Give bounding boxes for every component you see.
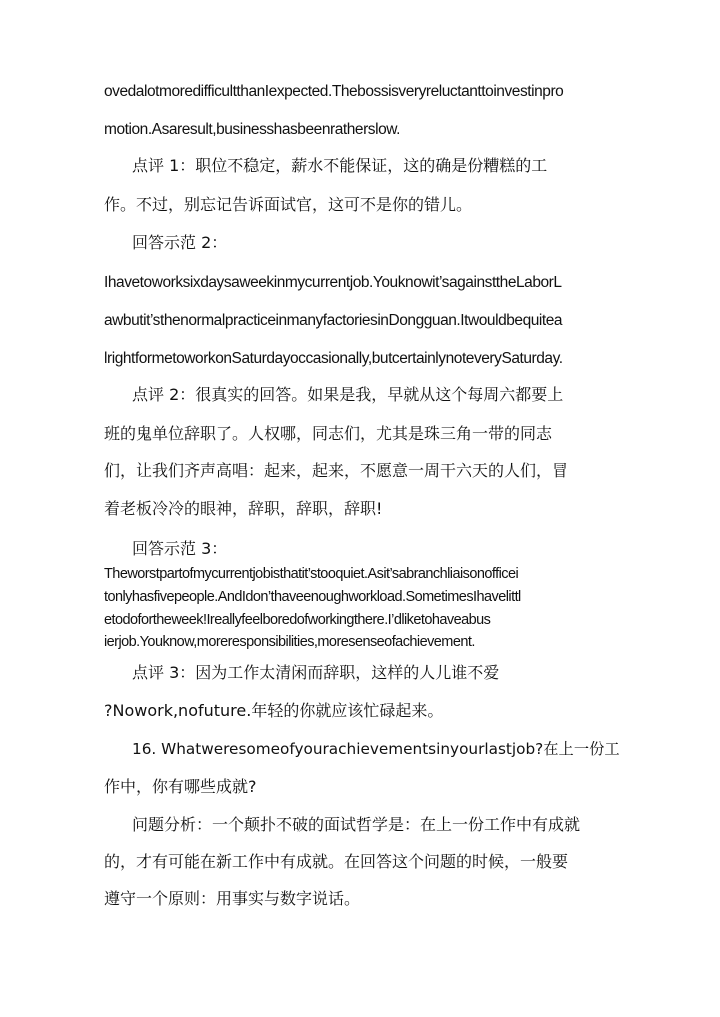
text-line: 们，让我们齐声高唱：起来，起来，不愿意一周干六天的人们，冒 <box>104 461 569 480</box>
text-line: 的，才有可能在新工作中有成就。在回答这个问题的时候，一般要 <box>104 852 569 871</box>
text-line: 着老板冷冷的眼神，辞职，辞职，辞职! <box>104 499 383 518</box>
text-line: Ihavetoworksixdaysaweekinmycurrentjob.Youknowit’sagainsttheLaborL <box>104 274 562 291</box>
text-line: motion.Asaresult,businesshasbeenratherslow. <box>104 121 400 138</box>
text-line: 回答示范 3： <box>132 539 228 558</box>
text-line: 回答示范 2： <box>132 233 228 252</box>
text-line: 班的鬼单位辞职了。人权哪，同志们，尤其是珠三角一带的同志 <box>104 424 553 443</box>
text-line: 作。不过，别忘记告诉面试官，这可不是你的错儿。 <box>104 195 473 214</box>
text-line: 点评 1：职位不稳定，薪水不能保证，这的确是份糟糕的工 <box>132 156 548 175</box>
text-line: lrightformetoworkonSaturdayoccasionally,butcertainlynoteverySaturday. <box>104 350 563 367</box>
text-line: 16. Whatweresomeofyourachievementsinyourlastjob?在上一份工 <box>132 740 620 758</box>
text-line: 遵守一个原则：用事实与数字说话。 <box>104 889 361 908</box>
text-line: Theworstpartofmycurrentjobisthatit’stooquiet.Asit’sabranchliaisonofficei <box>104 566 519 582</box>
text-line: ovedalotmoredifficultthanIexpected.Thebossisveryreluctanttoinvestinpro <box>104 83 564 100</box>
text-line: awbutit’sthenormalpracticeinmanyfactoriesinDongguan.Itwouldbequitea <box>104 312 563 329</box>
text-line: ierjob.Youknow,moreresponsibilities,moresenseofachievement. <box>104 634 475 650</box>
text-line: etodofortheweek!Ireallyfeelboredofworkingthere.I’dliketohaveabus <box>104 612 491 628</box>
text-line: 点评 2：很真实的回答。如果是我，早就从这个每周六都要上 <box>132 385 564 404</box>
text-line: tonlyhasfivepeople.AndIdon’thaveenoughworkload.SometimesIhavelittl <box>104 589 521 605</box>
text-line: 作中，你有哪些成就? <box>104 777 257 796</box>
text-line: ?Nowork,nofuture.年轻的你就应该忙碌起来。 <box>104 701 444 720</box>
text-line: 问题分析：一个颠扑不破的面试哲学是：在上一份工作中有成就 <box>132 815 581 834</box>
text-line: 点评 3：因为工作太清闲而辞职，这样的人儿谁不爱 <box>132 663 500 682</box>
